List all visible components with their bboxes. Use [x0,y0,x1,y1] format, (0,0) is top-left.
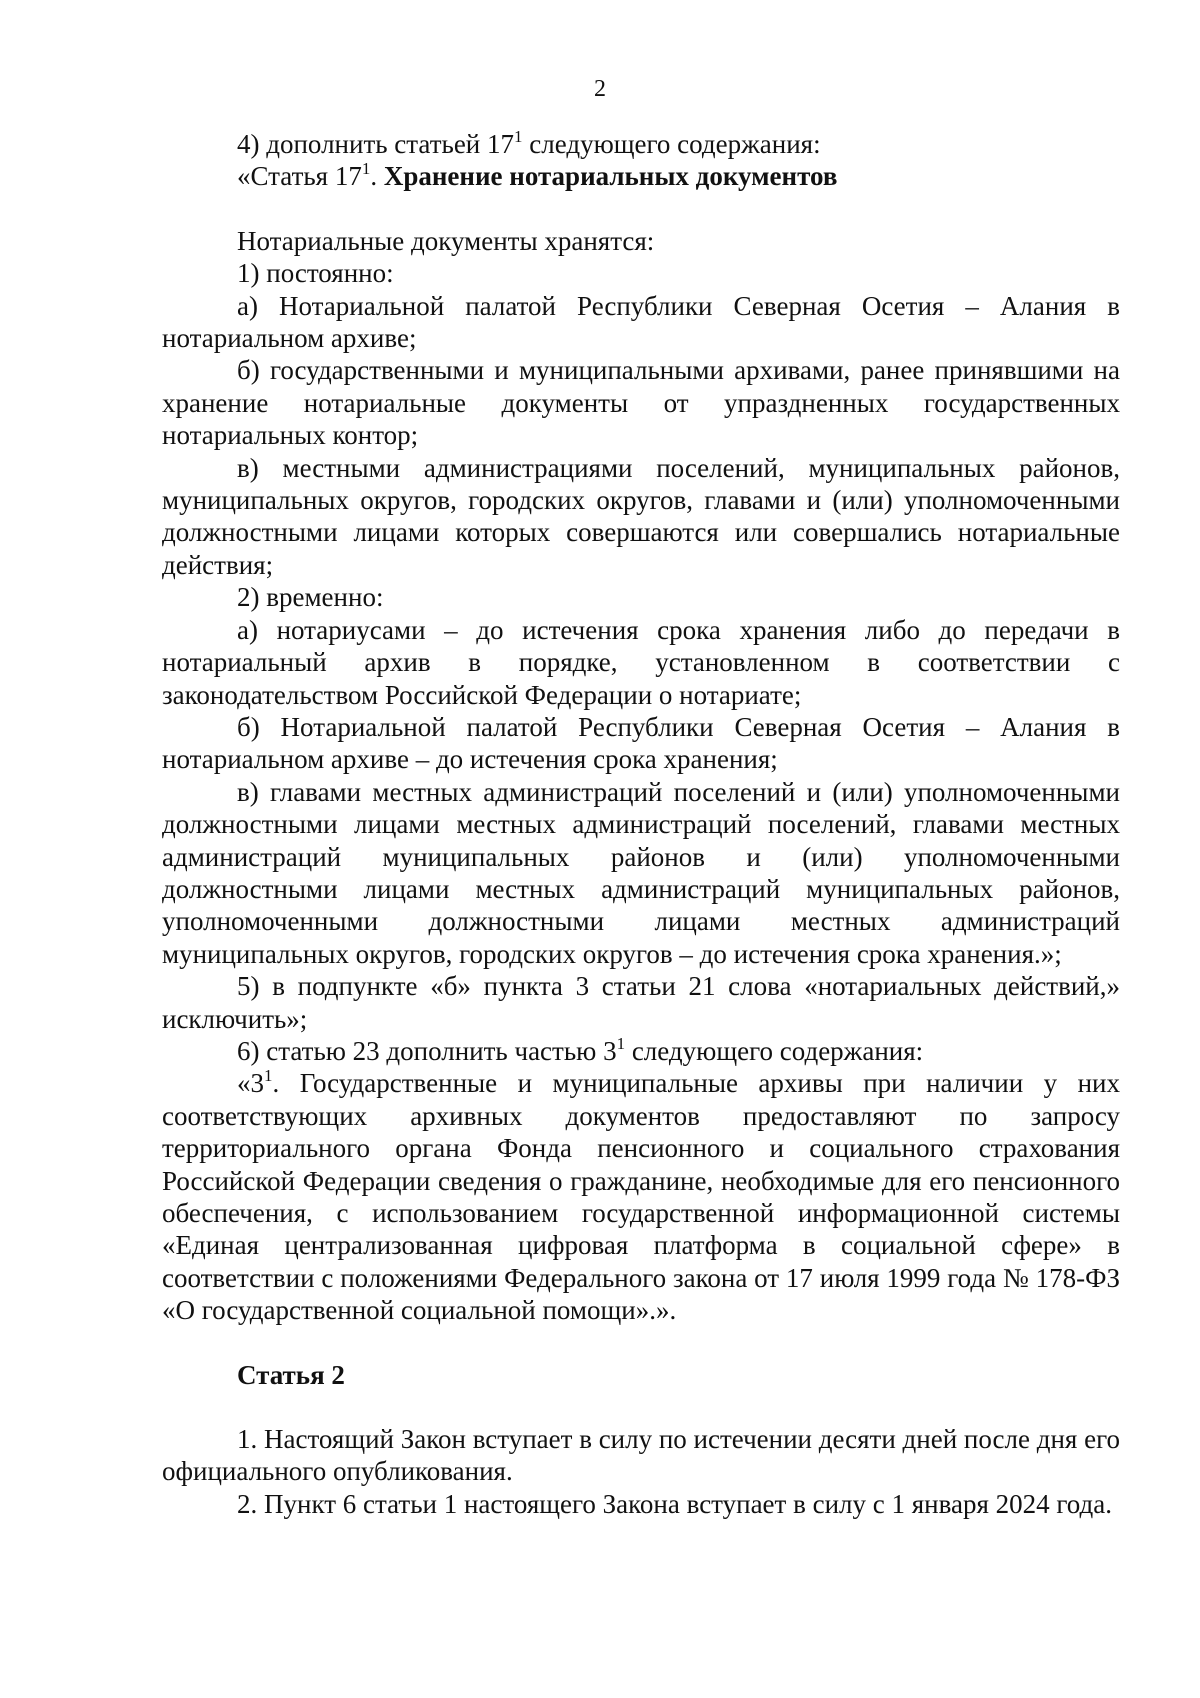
item-5: 5) в подпункте «б» пункта 3 статьи 21 слова «нотариальных действий,» исключить»; [162,971,1120,1034]
item-6: 6) статью 23 дополнить частью $3^1$ следующего содержания: [237,1033,924,1066]
article-2-point-1: 1. Настоящий Закон вступает в силу по истечении десяти дней после дня его официального опубликования. [162,1424,1120,1487]
document-body [162,128,1120,1520]
article-2-point-2: 2. Пункт 6 статьи 1 настоящего Закона вступает в силу с 1 января 2024 года. [237,1488,1112,1519]
article-2-heading: Статья 2 [237,1359,345,1390]
permanent-v: в) местными администрациями поселений, муниципальных районов, муниципальных округов, городских округов, главами и (или) уполномоченными должностными лицами которых совершаются или совершались нотариальные действия; [162,452,1120,580]
subitem-temporary: 2) временно: [237,582,384,613]
subitem-permanent: 1) постоянно: [237,258,394,289]
item-4: 4) дополнить статьей $17^1$ следующего содержания: [237,127,821,159]
temporary-a: а) нотариусами – до истечения срока хранения либо до передачи в нотариальный архив в порядке, установленном в соответствии с законодательством Российской Федерации о нотариате; [162,614,1120,710]
temporary-v: в) главами местных администраций поселений и (или) уполномоченными должностными лицами местных администраций поселений, главами местных администраций муниципальных районов и (или) уполномоченными должностными лицами местных администраций муниципальных районов, уполномоченными должностными лицами местных администраций муниципальных округов, городских округов – до истечения срока хранения.»; [162,776,1120,969]
article-17-1-title: Хранение нотариальных документов [383,161,838,192]
docs-stored-intro: Нотариальные документы хранятся: [237,225,655,256]
permanent-b: б) государственными и муниципальными архивами, ранее принявшими на хранение нотариальные документы от упраздненных государственных нотариальных контор; [162,355,1120,451]
permanent-a: а) Нотариальной палатой Республики Северная Осетия – Алания в нотариальном архиве; [162,290,1120,354]
part-3-1-text: «$3^1$. Государственные и муниципальные архивы при наличии у них соответствующих архивных документов предоставляют по запросу территориального органа Фонда пенсионного и социального страхования Российской Федерации сведения о гражданине, необходимые для его пенсионного обеспечения, с использованием государственной информационной системы «Единая централизованная цифровая платформа в социальной сфере» в соответствии с положениями Федерального закона от 17 июля 1999 года № 178-ФЗ «О государственной социальной помощи».». [162,1066,1120,1326]
article-17-1-heading: «Статья $17^1$. Хранение нотариальных документов [237,159,838,192]
page-number: 2 [594,76,606,102]
temporary-b: б) Нотариальной палатой Республики Северная Осетия – Алания в нотариальном архиве – до истечения срока хранения; [162,711,1120,775]
